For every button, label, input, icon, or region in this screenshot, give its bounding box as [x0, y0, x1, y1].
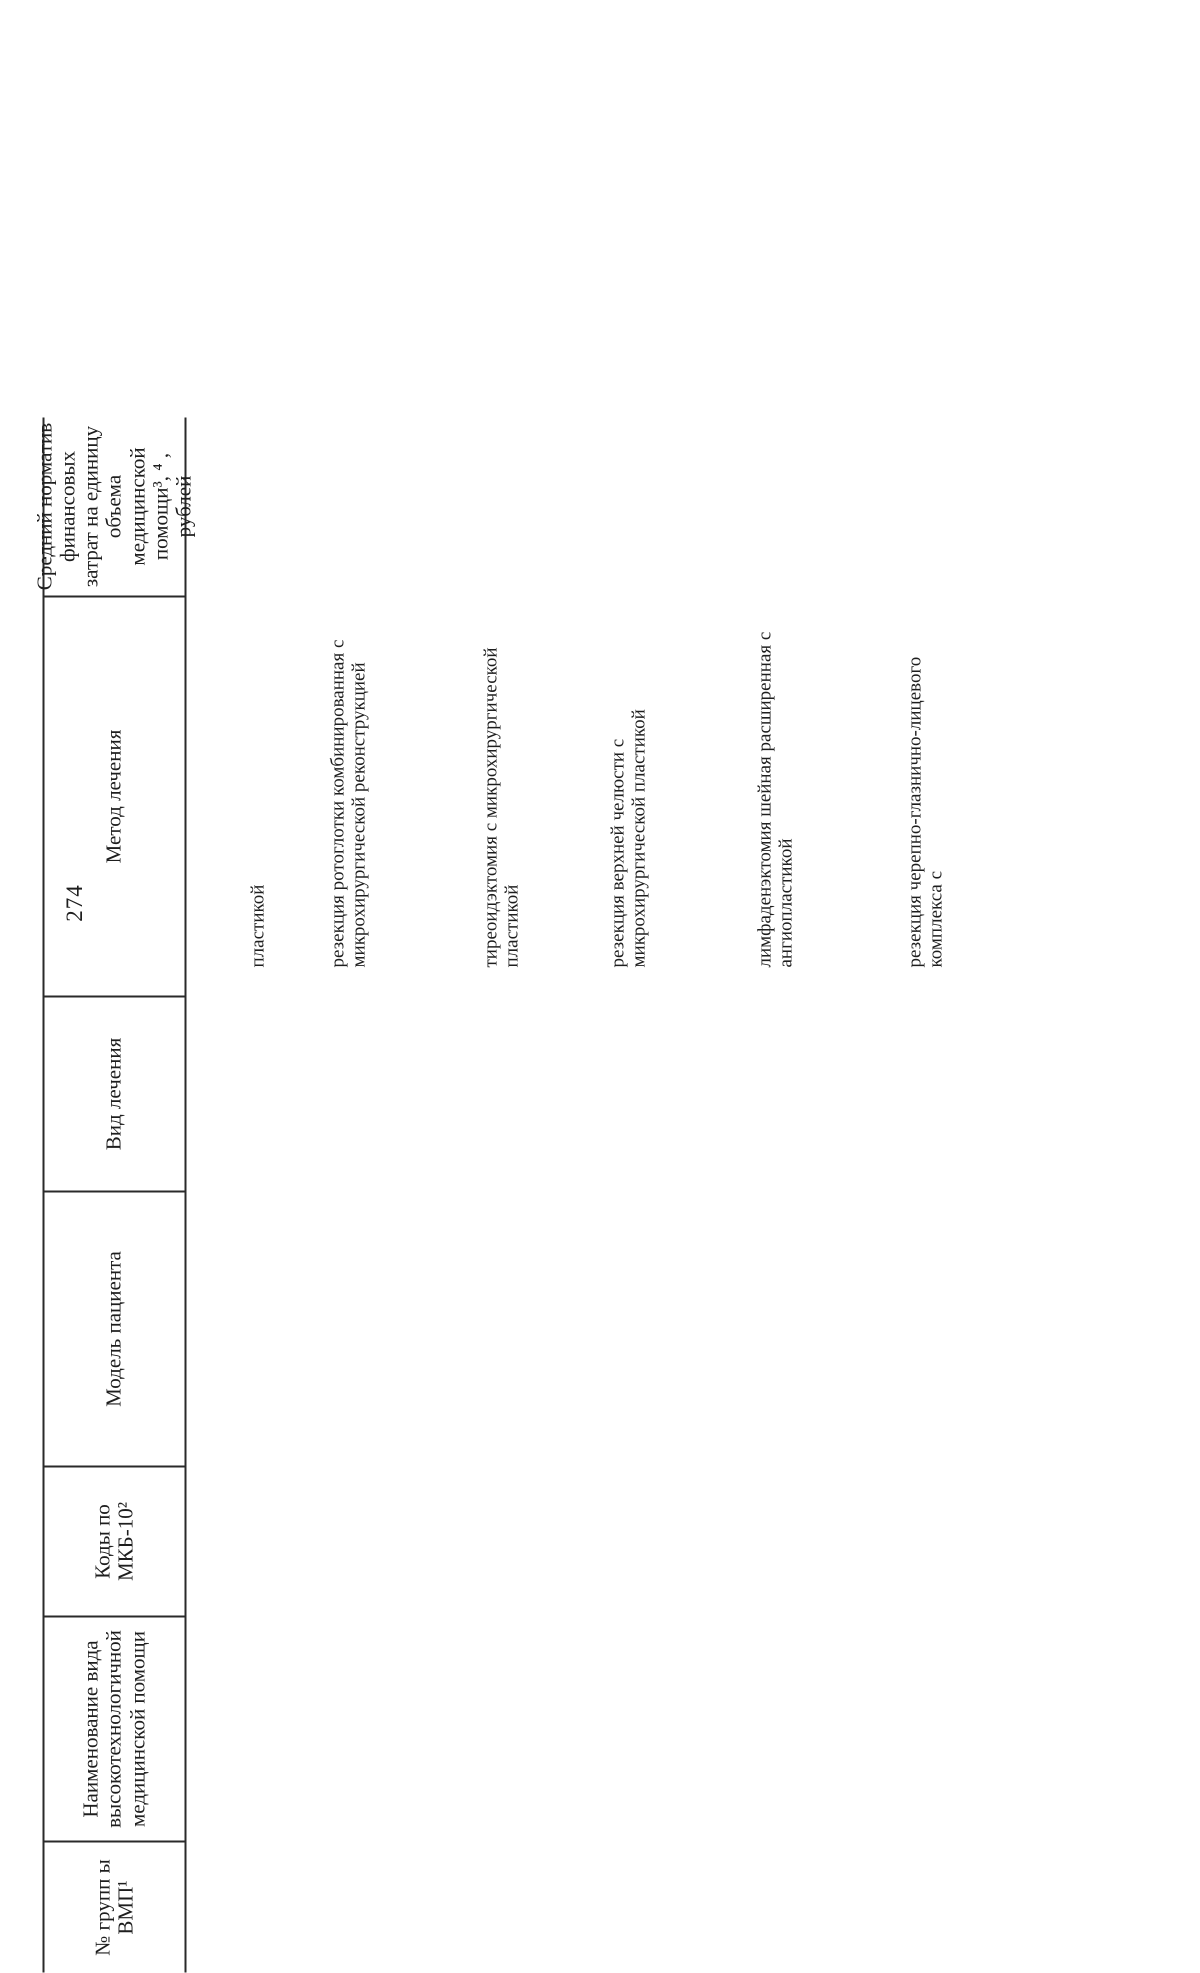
method-cell: тиреоидэктомия с микрохирургической пластикой — [480, 647, 523, 968]
method-cell: резекция черепно-глазнично-лицевого комплекса с — [904, 656, 947, 968]
header-treatment-type-text: Вид лечения — [101, 1037, 126, 1151]
header-treatment-type — [45, 998, 185, 1193]
header-icd-codes-text: Коды по МКБ-10² — [90, 1501, 138, 1582]
header-patient-model — [45, 1193, 185, 1468]
header-treatment-method-text: Метод лечения — [101, 729, 126, 864]
header-treatment-method — [45, 598, 185, 998]
header-cost-norm-text: Средний норматив финансовых затрат на единицу объема медицинской помощи³, ⁴ , рублей — [32, 422, 196, 591]
header-icd-codes — [45, 1468, 185, 1618]
method-cell: лимфаденэктомия шейная расширенная с ангиопластикой — [754, 631, 797, 968]
table-header — [32, 418, 196, 1973]
method-cell: резекция ротоглотки комбинированная с микрохирургической реконструкцией — [327, 639, 370, 968]
header-vmp-name-text: Наименование вида высокотехнологичной медицинской помощи — [78, 1630, 150, 1828]
header-group-number-text: № групп ы ВМП¹ — [90, 1859, 138, 1956]
method-cell: резекция верхней челюсти с микрохирургической пластикой — [607, 709, 650, 968]
header-vmp-name — [45, 1618, 185, 1843]
header-patient-model-text: Модель пациента — [101, 1251, 126, 1407]
page-number: 274 — [62, 884, 87, 922]
method-cell: пластикой — [247, 884, 269, 968]
header-cost-norm — [32, 418, 196, 598]
document-page — [32, 418, 1043, 1973]
header-group-number — [45, 1843, 185, 1973]
